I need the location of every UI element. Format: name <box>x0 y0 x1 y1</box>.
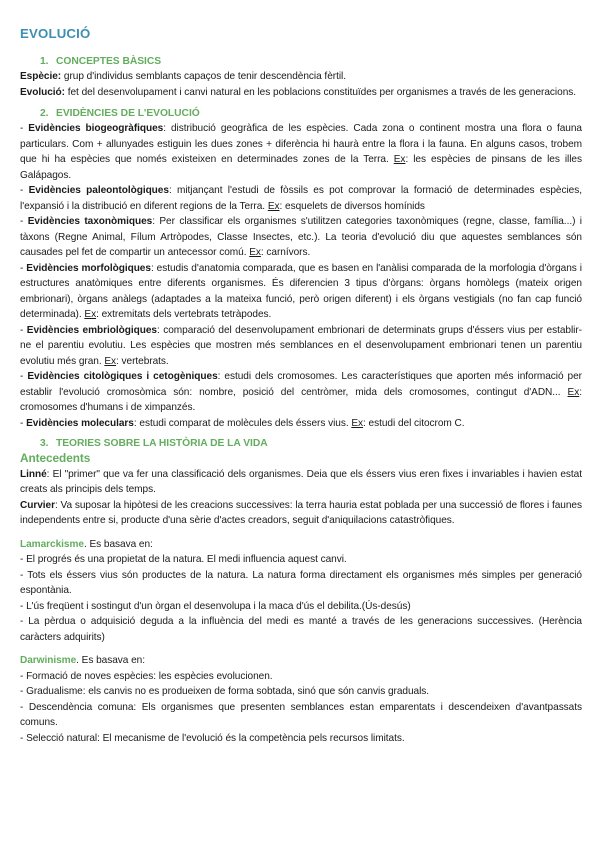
term: Evidències citològiques i cetogèniques <box>27 371 218 382</box>
darwinisme-item: - Descendència comuna: Els organismes que presenten semblances estan emparentats i descendeixen d'avantpassats comuns. <box>20 701 582 728</box>
lamarckisme-item: - El progrés és una propietat de la natura. El medi influencia aquest canvi. <box>20 554 347 565</box>
example-text: : extremitats dels vertebrats tetràpodes. <box>96 309 272 320</box>
paragraph-curvier <box>20 498 582 529</box>
example-text: : carnívors. <box>260 247 311 258</box>
section-number: 2. <box>40 108 49 119</box>
section-heading-teories <box>20 436 582 451</box>
example-text: : vertebrats. <box>116 355 169 367</box>
lamarckisme-item: - Tots els éssers vius són productes de la natura. La natura forma directament els organismes més simples per generació espontània. <box>20 569 582 596</box>
term: Linné <box>20 468 47 480</box>
example-text: : cromosomes d'humans i de ximpanzés. <box>20 386 582 413</box>
darwinisme-item: - Selecció natural: El mecanisme de l'evolució és la competència pels recursos limitats. <box>20 732 405 744</box>
example-text: : estudi del citocrom C. <box>363 417 465 429</box>
item-text: : estudi comparat de molècules dels éssers vius. <box>133 417 352 429</box>
term: Evidències moleculars <box>26 417 134 429</box>
lamarckisme-item: - L'ús freqüent i sostingut d'un òrgan el desenvolupa i la maca d'ús el debilita.(Ús-desús) <box>20 600 411 612</box>
item-text: : comparació del desenvolupament embrionari de determinats grups d'éssers vius per establir-ne el parentiu evolutiu. Les espècies que mostren més semblances en el desenvolupament embrionari tenen un parentiu evolutiu més gran. <box>20 324 582 367</box>
definition-evolucio <box>20 85 582 101</box>
intro-text: . Es basava en: <box>76 655 145 666</box>
definition-text: grup d'individus semblants capaços de tenir descendència fèrtil. <box>61 71 346 82</box>
term-darwinisme: Darwinisme <box>20 655 77 666</box>
bullet-dash: - <box>20 371 28 382</box>
paragraph-text: : Va suposar la hipòtesi de les creacions successives: la terra hauria estat poblada per una successió de flores i faunes independents entre si, producte d'una sèrie d'actes creadors, seguit d'aniquilacions catastròfiques. <box>20 499 582 526</box>
term: Curvier <box>20 499 55 511</box>
darwinisme-item: - Formació de noves espècies: les espècies evolucionen. <box>20 670 273 682</box>
bullet-dash: - <box>20 417 27 429</box>
evidence-item <box>20 183 582 214</box>
example-label: Ex <box>567 386 580 398</box>
term-lamarckisme: Lamarckisme <box>20 538 84 550</box>
intro-text: . Es basava en: <box>83 538 153 550</box>
term: Evolució: <box>20 86 65 98</box>
item-text: : mitjançant l'estudi de fòssils es pot comprovar la formació de determinades espècies, l'expansió i la distribució en diferent regions de la Terra. <box>20 185 583 212</box>
section-title: EVIDÈNCIES DE L'EVOLUCIÓ <box>56 108 200 119</box>
bullet-dash: - <box>20 324 27 336</box>
example-label: Ex <box>393 154 406 165</box>
item-text: : Per classificar els organismes s'utilitzen categories taxonòmiques (regne, classe, família...) i tàxons (Regne Animal, Fílum Artròpodes, Classe Insectes, etc.). La teoria d'evolució diu que aquestes semblances són causades pel fet de compartir un antecessor comú. <box>20 216 582 258</box>
section-heading-evidencies <box>20 106 582 121</box>
term: Evidències morfològiques <box>26 262 151 274</box>
lamarckisme-intro <box>20 537 582 553</box>
section-number: 3. <box>40 438 49 449</box>
section-heading-conceptes <box>20 54 582 69</box>
evidence-item <box>20 261 582 323</box>
item-text: : distribució geogràfica de les espècies. Cada zona o continent mostra una flora o fauna particulars. Com + allunyades estiguin les dues zones + diferència hi haurà entre la flora i la fauna. En alguns casos, trobem que hi ha espècies que només existeixen en determinades zones de la Terra. <box>20 123 582 165</box>
darwinisme-item: - Gradualisme: els canvis no es produeixen de forma sobtada, sinó que són canvis graduals. <box>20 686 430 697</box>
term: Evidències paleontològiques <box>28 185 169 196</box>
section-title: CONCEPTES BÀSICS <box>56 56 162 67</box>
term: Evidències taxonòmiques <box>27 216 153 227</box>
item-text: : estudi dels cromosomes. Les característiques que aporten més informació per establir l'evolució cromosòmica són: nombre, posició del centròmer, mida dels cromosomes, contingut d'ADN... <box>20 371 582 398</box>
lamarckisme-item: - La pèrdua o adquisició deguda a la influència del medi es manté a través de les generacions successives. (Herència caràcters adquirits) <box>20 616 582 643</box>
subheading-antecedents: Antecedents <box>20 451 91 465</box>
example-label: Ex <box>104 355 117 367</box>
evidence-item <box>20 214 582 261</box>
evidence-item <box>20 369 582 416</box>
example-label: Ex <box>84 309 97 320</box>
document-title: EVOLUCIÓ <box>20 26 91 41</box>
paragraph-linne <box>20 467 582 498</box>
definition-especie <box>20 69 582 85</box>
example-text: : les espècies de pinsans de les illes Galápagos. <box>20 154 582 181</box>
bullet-dash: - <box>20 262 27 274</box>
example-label: Ex <box>249 247 261 258</box>
example-label: Ex <box>351 417 364 429</box>
definition-text: fet del desenvolupament i canvi natural en les poblacions constituïdes per organismes a través de les generacions. <box>64 86 577 98</box>
evidence-item <box>20 121 582 183</box>
section-number: 1. <box>40 56 49 67</box>
evidence-item <box>20 416 582 432</box>
darwinisme-intro <box>20 653 582 669</box>
bullet-dash: - <box>20 123 29 134</box>
example-text: : esquelets de diversos homínids <box>279 200 425 212</box>
term: Evidències biogeogràfiques <box>28 123 164 134</box>
item-text: : estudis d'anatomia comparada, que es basen en l'anàlisi comparada de la morfologia d'òrgans i estructures anatòmiques entre diferents organismes. És diferencien 3 tipus d'òrgans: òrgans homòlegs (mateix origen embrionari), òrgans anàlegs (adaptades a la mateixa funció, però origen diferent) i els òrgans vestigials (no fan cap funció determinada). <box>20 262 582 320</box>
evidence-item <box>20 323 582 370</box>
section-title: TEORIES SOBRE LA HISTÒRIA DE LA VIDA <box>56 438 268 449</box>
paragraph-text: : El "primer" que va fer una classificació dels organismes. Deia que els éssers vius eren fixes i invariables i havien estat creats als principis dels temps. <box>20 468 582 495</box>
term: Evidències embriològiques <box>26 324 157 336</box>
term: Espècie: <box>20 71 62 82</box>
example-label: Ex <box>267 200 280 212</box>
bullet-dash: - <box>20 216 28 227</box>
bullet-dash: - <box>20 185 29 196</box>
